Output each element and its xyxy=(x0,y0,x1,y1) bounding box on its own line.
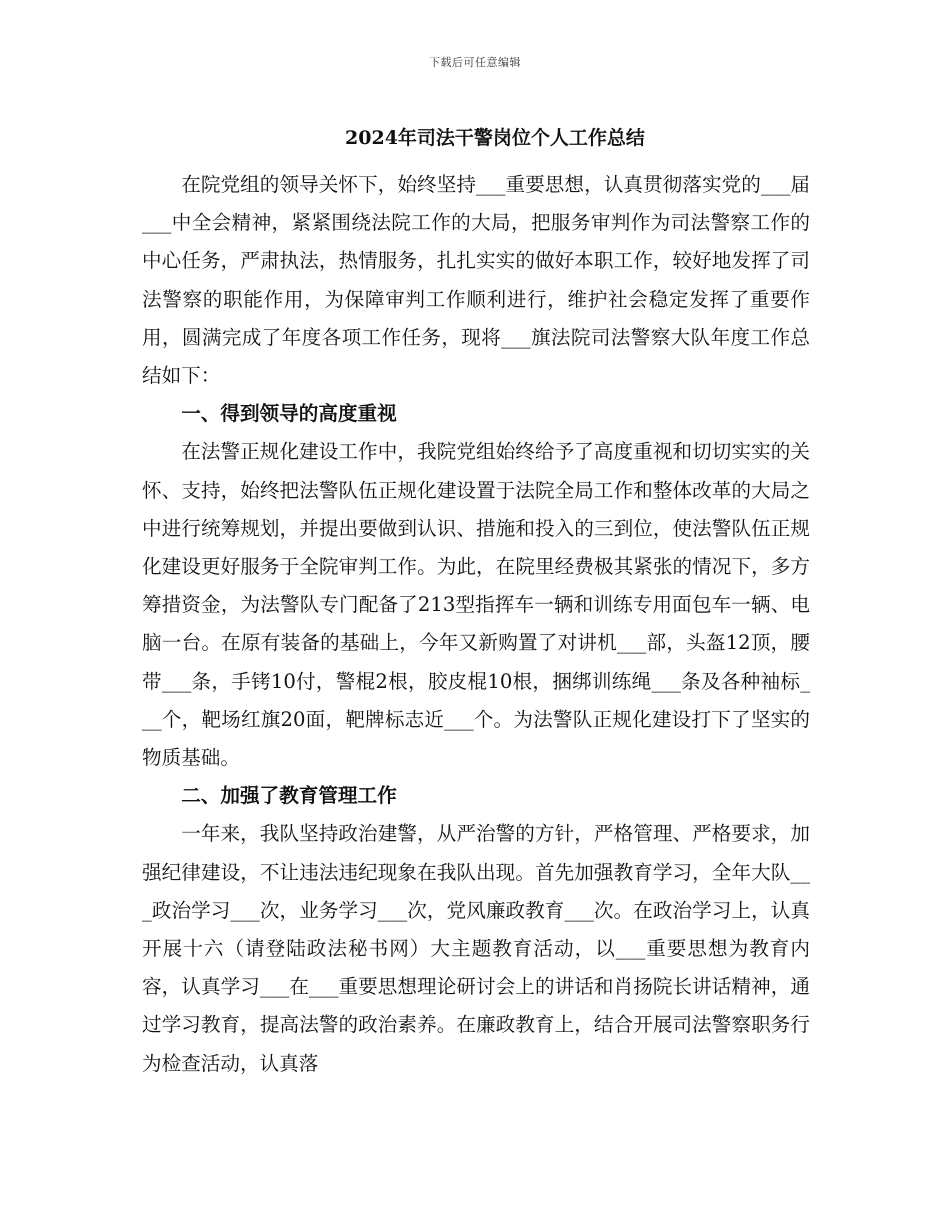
document-body xyxy=(142,120,810,1083)
section-2-paragraph: 一年来，我队坚持政治建警，从严治警的方针，严格管理、严格要求，加强纪律建设，不让违法违纪现象在我队出现。首先加强教育学习，全年大队___政治学习___次，业务学习___次，党风廉政教育___次。在政治学习上，认真开展十六（请登陆政法秘书网）大主题教育活动，以___重要思想为教育内容，认真学习___在___重要思想理论研讨会上的讲话和肖扬院长讲话精神，通过学习教育，提高法警的政治素养。在廉政教育上，结合开展司法警察职务行为检查活动，认真落 xyxy=(142,822,810,1075)
document-title: 2024年司法干警岗位个人工作总结 xyxy=(345,127,645,149)
intro-paragraph: 在院党组的领导关怀下，始终坚持___重要思想，认真贯彻落实党的___届___中全会精神，紧紧围绕法院工作的大局，把服务审判作为司法警察工作的中心任务，严肃执法，热情服务，扎扎实实的做好本职工作，较好地发挥了司法警察的职能作用，为保障审判工作顺利进行，维护社会稳定发挥了重要作用，圆满完成了年度各项工作任务，现将___旗法院司法警察大队年度工作总结如下： xyxy=(142,173,810,388)
section-1-paragraph: 在法警正规化建设工作中，我院党组始终给予了高度重视和切切实实的关怀、支持，始终把法警队伍正规化建设置于法院全局工作和整体改革的大局之中进行统筹规划，并提出要做到认识、措施和投入的三到位，使法警队伍正规化建设更好服务于全院审判工作。为此，在院里经费极其紧张的情况下，多方筹措资金，为法警队专门配备了213型指挥车一辆和训练专用面包车一辆、电脑一台。在原有装备的基础上，今年又新购置了对讲机___部，头盔12顶，腰带___条，手铐10付，警棍2根，胶皮棍10根，捆绑训练绳___条及各种袖标___个，靶场红旗20面，靶牌标志近___个。为法警队正规化建设打下了坚实的物质基础。 xyxy=(142,440,810,770)
section-1-heading: 一、得到领导的高度重视 xyxy=(181,402,397,426)
page-header-note: 下载后可任意编辑 xyxy=(429,56,521,69)
section-2-heading: 二、加强了教育管理工作 xyxy=(181,784,397,808)
